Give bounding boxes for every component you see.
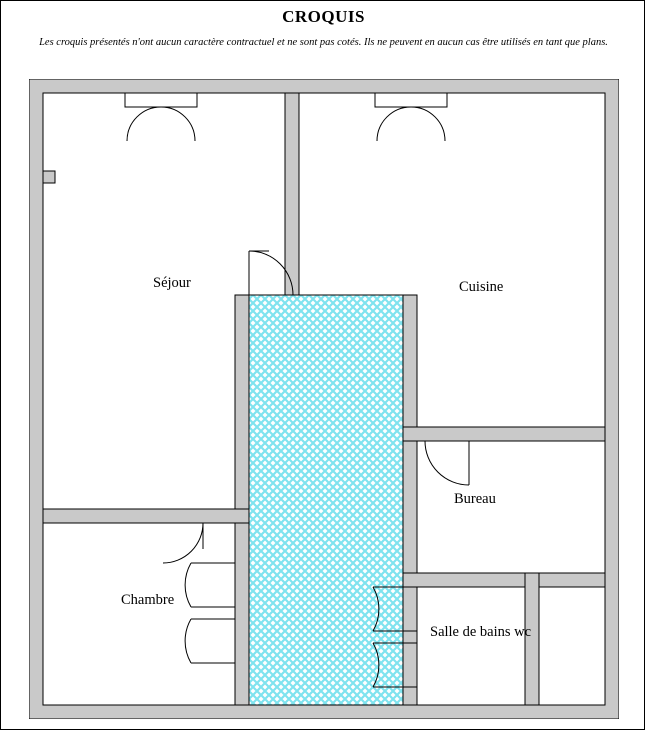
door-chambre-mid — [185, 563, 235, 607]
floor-plan-svg — [29, 79, 619, 719]
disclaimer-text: Les croquis présentés n'ont aucun caractère contractuel et ne sont pas cotés. Ils ne peuvent en aucun cas être utilisés en tant que plans. — [39, 37, 608, 48]
floor-plan — [29, 79, 619, 719]
wall-hall-left — [235, 295, 249, 705]
room-label-cuisine: Cuisine — [459, 279, 504, 295]
door-cuisine-window — [377, 107, 445, 141]
wall-cuisine-bureau — [403, 427, 605, 441]
room-label-chambre: Chambre — [121, 592, 175, 608]
door-sejour-window-left — [127, 107, 195, 141]
room-label-sejour: Séjour — [153, 275, 191, 291]
room-label-salle-de-bains-wc: Salle de bains wc — [430, 624, 532, 640]
wall-notch-left — [43, 171, 55, 183]
room-label-bureau: Bureau — [454, 491, 496, 507]
door-bureau — [417, 441, 469, 485]
door-chambre-upper — [149, 523, 203, 563]
wall-sejour-chambre — [43, 509, 249, 523]
wall-bureau-bath — [403, 573, 605, 587]
wall-sejour-cuisine — [285, 93, 299, 309]
window-sejour-top — [125, 93, 197, 107]
door-chambre-lower — [185, 619, 235, 663]
window-cuisine-top — [375, 93, 447, 107]
page-title: CROQUIS — [282, 7, 365, 26]
